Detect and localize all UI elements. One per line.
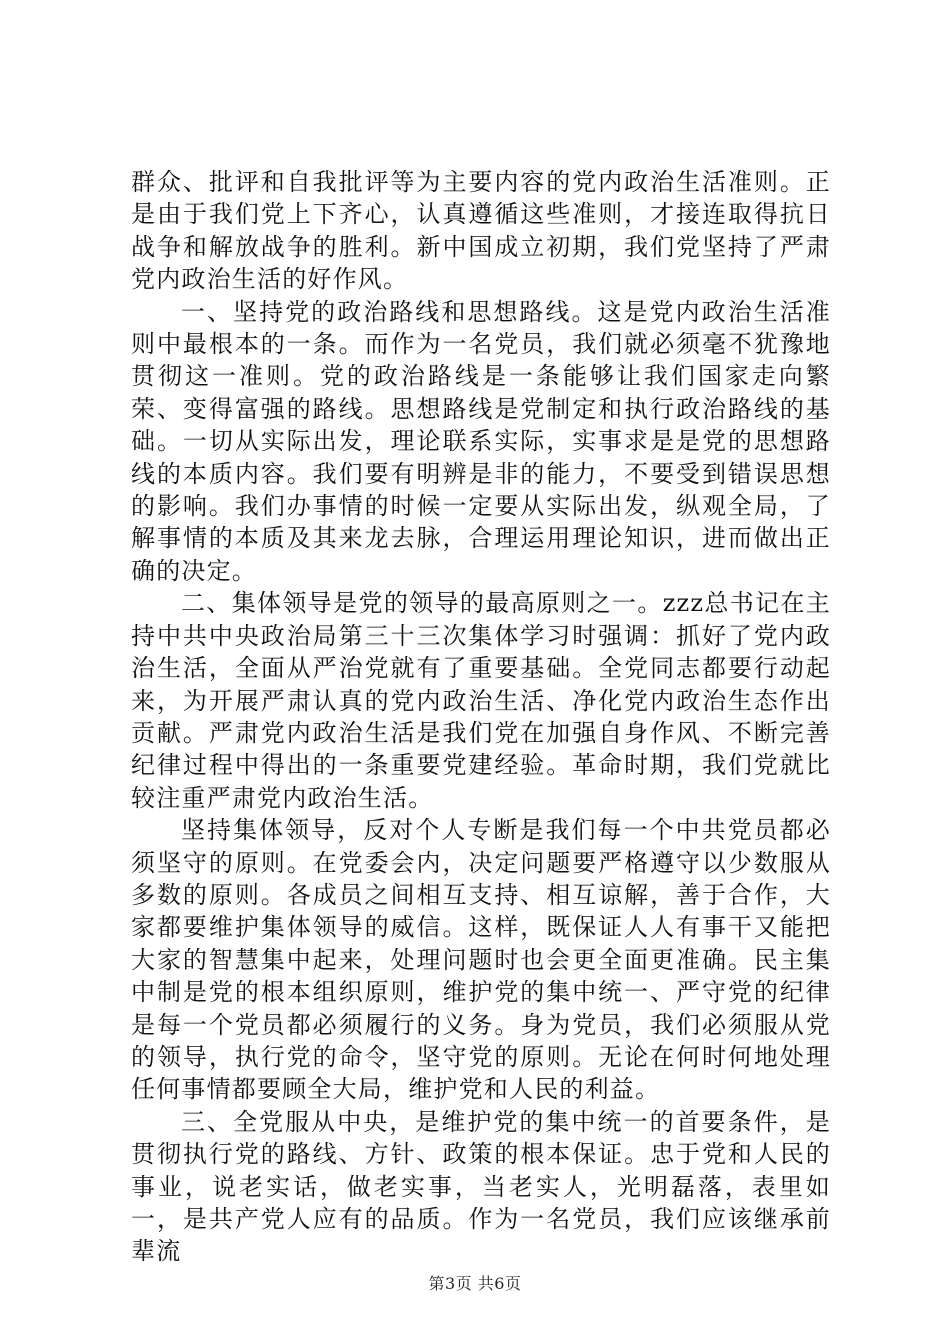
page-number-label: 第3页 共6页 <box>428 1274 522 1293</box>
document-body <box>131 166 831 1268</box>
paragraph-section-three: 三、全党服从中央，是维护党的集中统一的首要条件，是贯彻执行党的路线、方针、政策的根本保证。忠于党和人民的事业，说老实话，做老实事，当老实人，光明磊落，表里如一，是共产党人应有的品质。作为一名党员，我们应该继承前辈流 <box>131 1107 831 1266</box>
page-footer <box>0 1271 950 1294</box>
paragraph-collective-leadership: 坚持集体领导，反对个人专断是我们每一个中共党员都必须坚守的原则。在党委会内，决定问题要严格遵守以少数服从多数的原则。各成员之间相互支持、相互谅解，善于合作，大家都要维护集体领导的威信。这样，既保证人人有事干又能把大家的智慧集中起来，处理问题时也会更全面更准确。民主集中制是党的根本组织原则，维护党的集中统一、严守党的纪律是每一个党员都必须履行的义务。身为党员，我们必须服从党的领导，执行党的命令，坚守党的原则。无论在何时何地处理任何事情都要顾全大局，维护党和人民的利益。 <box>131 816 831 1104</box>
paragraph-continuation: 群众、批评和自我批评等为主要内容的党内政治生活准则。正是由于我们党上下齐心，认真遵循这些准则，才接连取得抗日战争和解放战争的胜利。新中国成立初期，我们党坚持了严肃党内政治生活的好作风。 <box>131 168 831 294</box>
paragraph-section-two: 二、集体领导是党的领导的最高原则之一。zzz总书记在主持中共中央政治局第三十三次集体学习时强调：抓好了党内政治生活，全面从严治党就有了重要基础。全党同志都要行动起来，为开展严肃认真的党内政治生活、净化党内政治生态作出贡献。严肃党内政治生活是我们党在加强自身作风、不断完善纪律过程中得出的一条重要党建经验。革命时期，我们党就比较注重严肃党内政治生活。 <box>131 589 831 812</box>
paragraph-section-one: 一、坚持党的政治路线和思想路线。这是党内政治生活准则中最根本的一条。而作为一名党员，我们就必须毫不犹豫地贯彻这一准则。党的政治路线是一条能够让我们国家走向繁荣、变得富强的路线。思想路线是党制定和执行政治路线的基础。一切从实际出发，理论联系实际，实事求是是党的思想路线的本质内容。我们要有明辨是非的能力，不要受到错误思想的影响。我们办事情的时候一定要从实际出发，纵观全局，了解事情的本质及其来龙去脉，合理运用理论知识，进而做出正确的决定。 <box>131 297 831 585</box>
